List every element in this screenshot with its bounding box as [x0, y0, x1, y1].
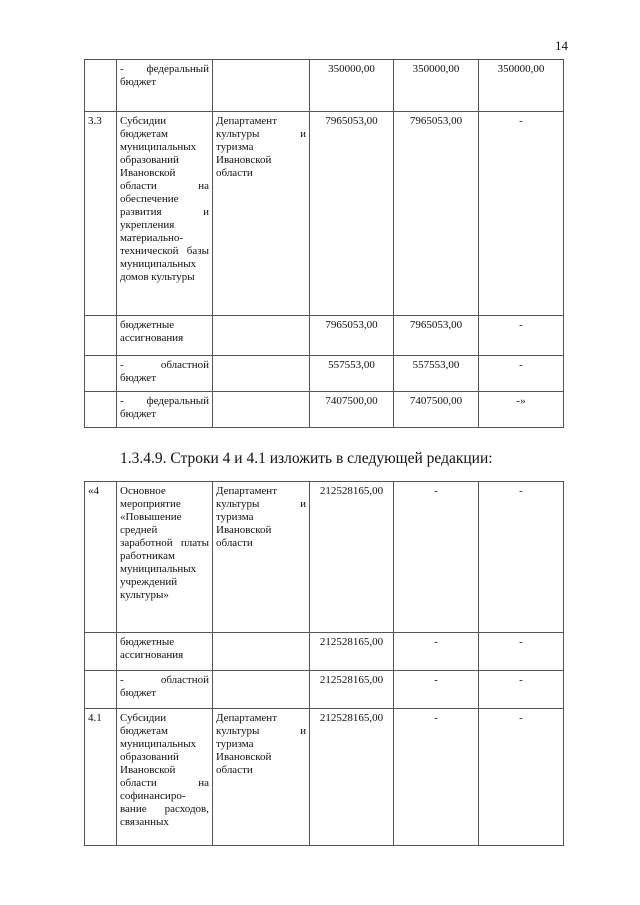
row-name: - областной бюджет — [117, 356, 213, 392]
row-value-3: - — [479, 112, 564, 316]
table-row — [85, 633, 564, 671]
row-executor — [213, 392, 310, 428]
row-name: Субсидии бюджетам муниципальных образований Ивановской области на обеспечение развития и укрепления материально-технической базы муниципальных домов культуры — [117, 112, 213, 316]
row-number — [85, 671, 117, 709]
row-number — [85, 392, 117, 428]
row-executor — [213, 316, 310, 356]
row-value-3: -» — [479, 392, 564, 428]
row-value-1: 7965053,00 — [310, 316, 394, 356]
row-value-2: - — [394, 482, 479, 633]
table-row — [85, 356, 564, 392]
row-name: - федеральный бюджет — [117, 60, 213, 112]
budget-table-new-rows — [84, 481, 564, 846]
row-executor — [213, 356, 310, 392]
row-number — [85, 356, 117, 392]
row-value-2: - — [394, 671, 479, 709]
row-value-2: 350000,00 — [394, 60, 479, 112]
row-value-1: 350000,00 — [310, 60, 394, 112]
row-name: Основное мероприятие «Повышение средней заработной платы работникам муниципальных учреждений культуры» — [117, 482, 213, 633]
row-value-3: - — [479, 356, 564, 392]
row-value-2: 557553,00 — [394, 356, 479, 392]
row-executor — [213, 60, 310, 112]
row-number — [85, 60, 117, 112]
row-value-1: 557553,00 — [310, 356, 394, 392]
row-name: бюджетные ассигнования — [117, 316, 213, 356]
table-row — [85, 60, 564, 112]
row-number: 4.1 — [85, 709, 117, 846]
table-row — [85, 112, 564, 316]
row-value-3: - — [479, 482, 564, 633]
row-number: «4 — [85, 482, 117, 633]
row-executor: Департамент культуры и туризма Ивановской области — [213, 482, 310, 633]
table-row — [85, 316, 564, 356]
row-executor: Департамент культуры и туризма Ивановской области — [213, 112, 310, 316]
budget-table-continued — [84, 59, 564, 428]
table-row — [85, 709, 564, 846]
section-heading: 1.3.4.9. Строки 4 и 4.1 изложить в следующей редакции: — [120, 450, 493, 467]
row-value-1: 7407500,00 — [310, 392, 394, 428]
table-row — [85, 482, 564, 633]
row-number: 3.3 — [85, 112, 117, 316]
row-value-1: 212528165,00 — [310, 671, 394, 709]
table-row — [85, 392, 564, 428]
row-value-3: - — [479, 316, 564, 356]
row-number — [85, 633, 117, 671]
row-value-3: 350000,00 — [479, 60, 564, 112]
row-value-3: - — [479, 709, 564, 846]
row-value-2: - — [394, 633, 479, 671]
row-executor — [213, 633, 310, 671]
row-value-3: - — [479, 633, 564, 671]
row-executor: Департамент культуры и туризма Ивановской области — [213, 709, 310, 846]
page-number: 14 — [555, 38, 568, 53]
row-value-1: 212528165,00 — [310, 482, 394, 633]
table-row — [85, 671, 564, 709]
row-value-2: 7407500,00 — [394, 392, 479, 428]
row-value-2: - — [394, 709, 479, 846]
row-value-2: 7965053,00 — [394, 316, 479, 356]
row-value-2: 7965053,00 — [394, 112, 479, 316]
row-name: Субсидии бюджетам муниципальных образований Ивановской области на софинансиро-вание расходов, связанных — [117, 709, 213, 846]
row-number — [85, 316, 117, 356]
row-value-1: 212528165,00 — [310, 633, 394, 671]
row-name: - областной бюджет — [117, 671, 213, 709]
row-value-1: 212528165,00 — [310, 709, 394, 846]
row-value-1: 7965053,00 — [310, 112, 394, 316]
row-name: бюджетные ассигнования — [117, 633, 213, 671]
row-executor — [213, 671, 310, 709]
row-name: - федеральный бюджет — [117, 392, 213, 428]
row-value-3: - — [479, 671, 564, 709]
